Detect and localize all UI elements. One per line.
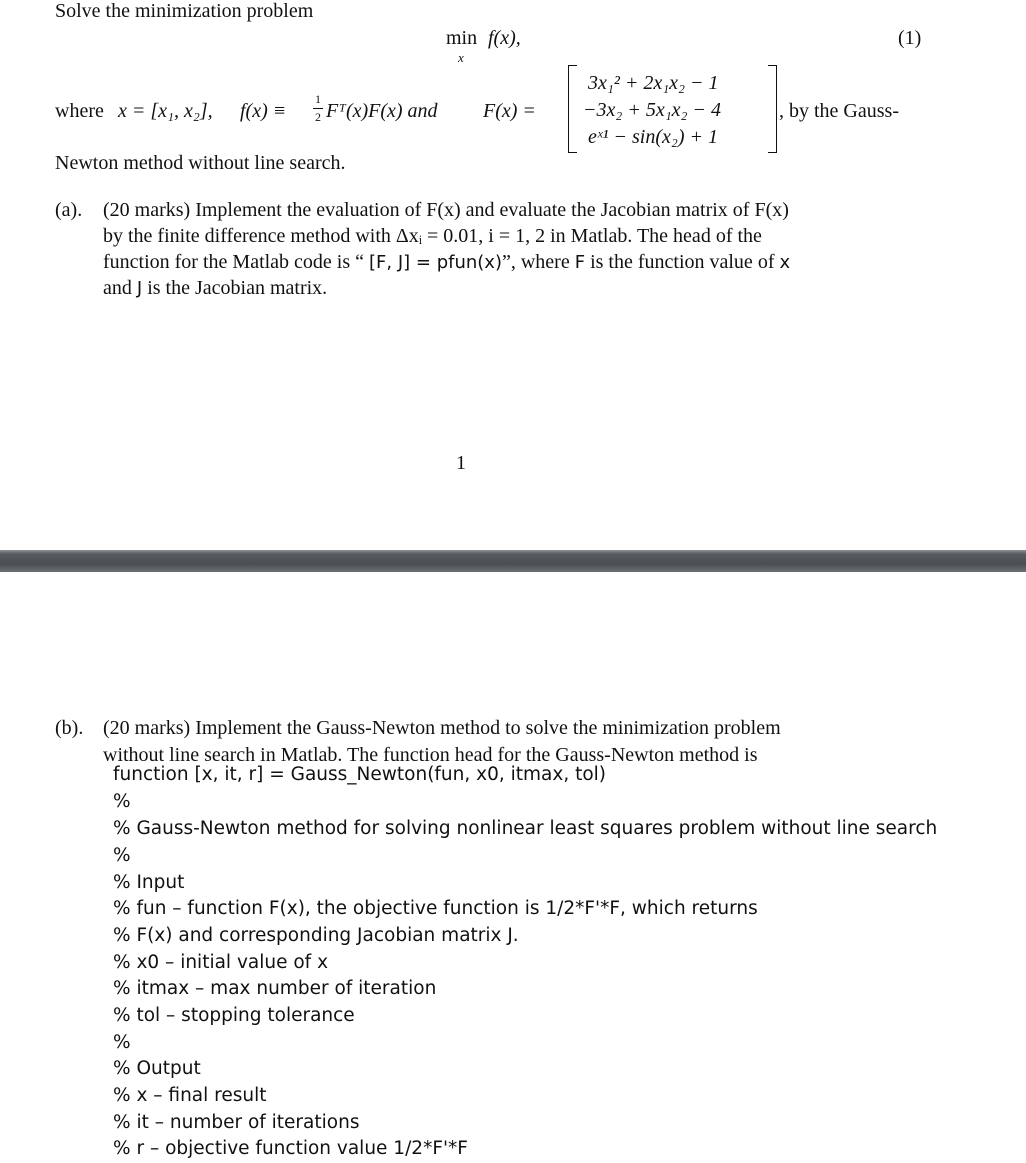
- symbol-J: J: [136, 278, 143, 299]
- pfun-signature: [F, J] = pfun(x): [369, 252, 502, 273]
- part-b-line-2: without line search in Matlab. The function head for the Gauss-Newton method is: [103, 744, 758, 766]
- half-fraction-bar: [313, 108, 323, 109]
- F-row-1: 3x₁² + 2x₁x₂ − 1: [588, 72, 719, 94]
- x-definition: x = [x₁, x₂],: [118, 100, 213, 122]
- part-b-label: (b).: [55, 717, 84, 739]
- part-a-line-3: [103, 251, 790, 274]
- F-row-3: eˣ¹ − sin(x₂) + 1: [588, 126, 718, 148]
- page-number: 1: [456, 452, 466, 474]
- code-line: % F(x) and corresponding Jacobian matrix J.: [113, 925, 519, 946]
- code-line: %: [113, 1032, 131, 1053]
- code-line: %: [113, 845, 131, 866]
- code-line: % fun – function F(x), the objective function is 1/2*F'*F, which returns: [113, 898, 758, 919]
- part-a-line-3-pre: function for the Matlab code is “: [103, 251, 365, 273]
- code-line: % x – final result: [113, 1085, 267, 1106]
- F-row-2: −3x₂ + 5x₁x₂ − 4: [583, 99, 721, 121]
- where-prefix: where: [55, 100, 104, 122]
- code-line: % Input: [113, 872, 185, 893]
- code-line: % r – objective function value 1/2*F'*F: [113, 1138, 468, 1159]
- intro-text: Solve the minimization problem: [55, 0, 314, 22]
- code-line: % x0 – initial value of x: [113, 952, 329, 973]
- F-lhs: F(x) =: [483, 100, 536, 122]
- half-numerator: 1: [315, 92, 321, 106]
- part-b-line-1: (20 marks) Implement the Gauss-Newton method to solve the minimization problem: [103, 717, 781, 739]
- part-a-line-4-pre: and: [103, 277, 132, 299]
- min-subscript: x: [458, 50, 464, 65]
- code-line: % Gauss-Newton method for solving nonlinear least squares problem without line search: [113, 818, 938, 839]
- objective-expression: f(x),: [488, 27, 521, 49]
- continuation-text: Newton method without line search.: [55, 152, 346, 174]
- code-line: % it – number of iterations: [113, 1112, 360, 1133]
- page-separator: [0, 550, 1026, 572]
- half-denominator: 2: [315, 110, 321, 124]
- part-a-label: (a).: [55, 199, 83, 221]
- symbol-F: F: [574, 252, 586, 273]
- matrix-right-bracket: [768, 65, 777, 153]
- code-line: % itmax – max number of iteration: [113, 978, 437, 999]
- part-a-line-3-post: ”, where: [501, 251, 570, 273]
- matrix-left-bracket: [568, 65, 577, 153]
- part-a-line-4-post: is the Jacobian matrix.: [147, 277, 328, 299]
- page-2: [0, 572, 1026, 1163]
- symbol-x: x: [779, 252, 791, 273]
- code-line: % Output: [113, 1058, 201, 1079]
- equation-number: (1): [898, 27, 922, 49]
- part-a-line-1: (20 marks) Implement the evaluation of F(x) and evaluate the Jacobian matrix of F(x): [103, 199, 789, 221]
- f-definition: f(x) ≡: [240, 100, 287, 122]
- code-line: function [x, it, r] = Gauss_Newton(fun, x0, itmax, tol): [113, 764, 607, 785]
- code-line: % tol – stopping tolerance: [113, 1005, 355, 1026]
- part-a-line-4: [103, 277, 327, 300]
- trailing-text: , by the Gauss-: [779, 100, 899, 122]
- part-a-line-2: by the finite difference method with Δxᵢ = 0.01, i = 1, 2 in Matlab. The head of the: [103, 225, 762, 247]
- code-line: %: [113, 791, 131, 812]
- part-a-line-3-mid: is the function value of: [590, 251, 775, 273]
- f-definition-rest: Fᵀ(x)F(x) and: [326, 100, 438, 122]
- min-operator: min: [446, 27, 478, 49]
- page-1: [0, 0, 1026, 550]
